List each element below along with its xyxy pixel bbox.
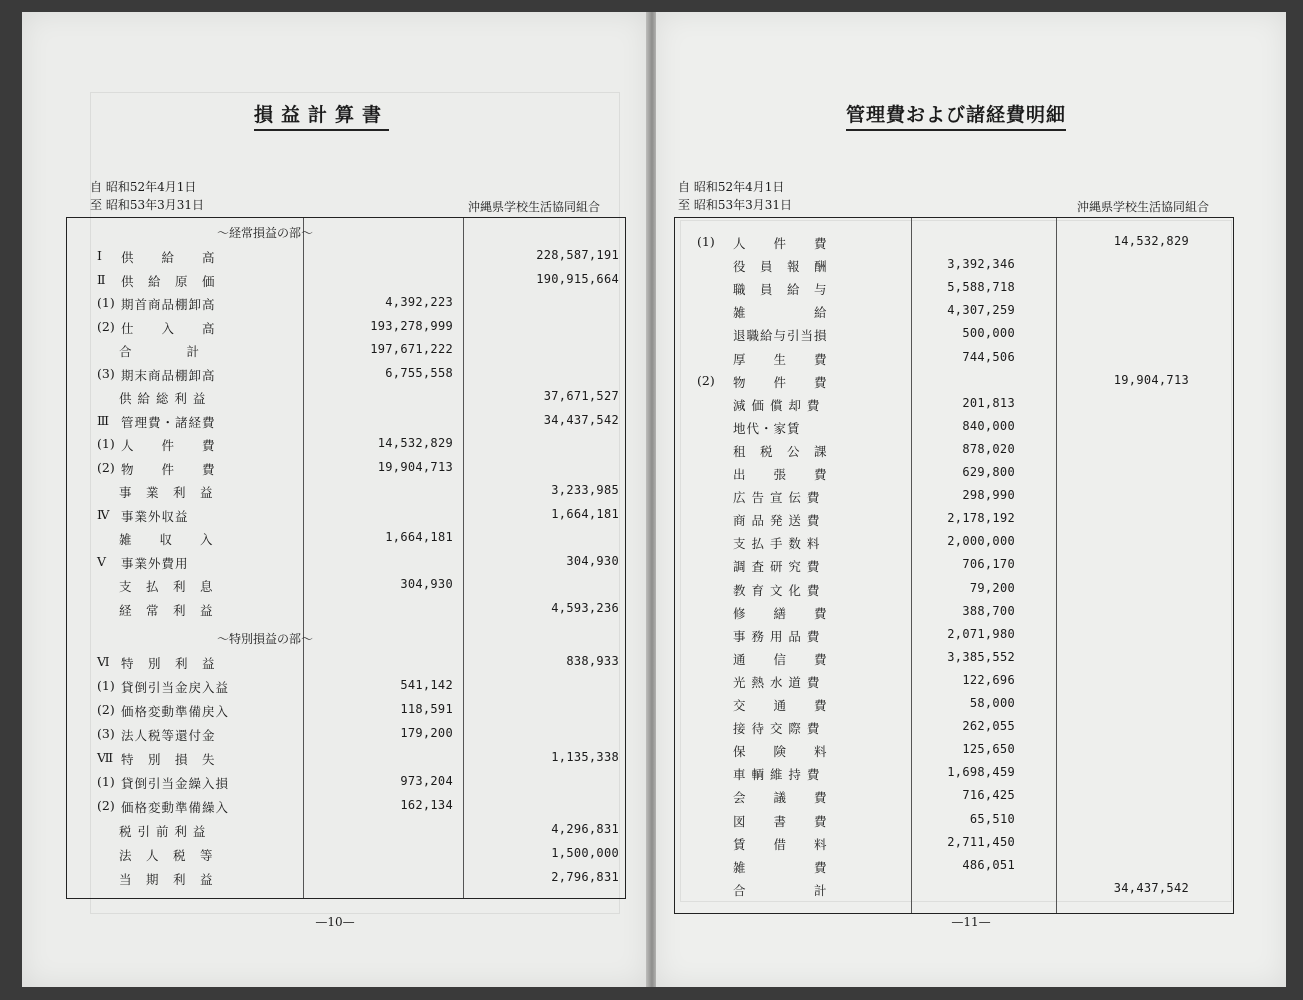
row-label: 賃 借 料 [733,836,828,852]
amount-detail: 5,588,718 [947,280,1015,295]
row-label: 図 書 費 [733,813,828,829]
row-label: 管理費・諸経費 [121,414,216,430]
row-label: 支 払 手 数 料 [733,536,821,552]
amount-total: 2,796,831 [551,870,619,884]
table-row [67,457,625,479]
table-row [67,551,625,573]
amount-total: 37,671,527 [543,389,619,403]
table-row [67,651,625,673]
row-label: 職 員 給 与 [733,282,828,298]
table-row [675,739,1233,761]
row-number: Ⅲ [97,412,110,428]
row-number: Ⅴ [97,553,107,569]
amount-detail: 3,392,346 [947,257,1015,272]
table-row [675,855,1233,877]
row-label: 供 給 総 利 益 [119,391,207,406]
row-label: 役 員 報 酬 [733,259,828,275]
table-row [675,485,1233,507]
table-row [675,277,1233,299]
amount-detail: 1,698,459 [947,765,1015,780]
row-label: 退職給与引当損 [733,328,828,344]
table-row [67,363,625,385]
amount-detail: 878,020 [962,441,1015,456]
page-number: —11— [951,915,991,929]
row-number: (3) [97,365,115,381]
row-label: 地代・家賃 [733,420,801,436]
page-title: 管理費および諸経費明細 [846,100,1066,131]
amount-detail: 79,200 [969,580,1015,595]
row-label: 接 待 交 際 費 [733,721,821,737]
amount-total: 14,532,829 [1113,234,1189,248]
row-label: 車 輌 維 持 費 [733,767,821,783]
amount-detail: 162,134 [400,798,453,812]
table-row [675,554,1233,576]
row-label: 合 計 [733,882,828,898]
amount-detail: 500,000 [962,326,1015,341]
row-label: 支 払 利 息 [119,579,214,594]
expense-detail-table [674,217,1234,914]
row-label: 教 育 文 化 費 [733,582,821,598]
amount-detail: 629,800 [962,465,1015,479]
row-number: (3) [97,726,115,741]
amount-detail: 19,904,713 [377,459,453,474]
table-row [67,433,625,455]
table-row [675,231,1233,253]
row-label: 当 期 利 益 [119,872,214,887]
table-row [67,598,625,620]
amount-total: 228,587,191 [536,248,619,262]
amount-total: 1,664,181 [551,506,619,521]
row-number: (1) [97,295,115,310]
amount-detail: 122,696 [962,672,1015,687]
table-row [675,624,1233,646]
row-label: 修 繕 費 [733,605,828,621]
row-label: 商 品 発 送 費 [733,513,821,529]
table-row [675,578,1233,600]
table-row [675,370,1233,392]
row-number: (2) [97,702,115,717]
amount-total: 304,930 [566,553,619,568]
amount-detail: 3,385,552 [947,649,1015,664]
period-from: 自 昭和52年4月1日 [90,180,197,194]
amount-total: 19,904,713 [1113,372,1189,387]
row-number: Ⅵ [97,654,110,669]
amount-detail: 197,671,222 [370,342,453,356]
table-row [67,675,625,697]
row-number: (2) [97,318,115,334]
table-row [67,771,625,793]
amount-detail: 716,425 [962,788,1015,803]
page-number: —10— [315,915,355,929]
row-number: (1) [97,774,115,789]
row-label: 減 価 償 却 費 [733,397,821,413]
row-label: 事業外収益 [121,508,189,524]
amount-detail: 2,000,000 [947,534,1015,549]
row-label: 供 給 原 価 [121,273,216,289]
table-row [67,480,625,502]
row-label: 事 務 用 品 費 [733,628,821,644]
table-row [675,531,1233,553]
row-number: Ⅶ [97,750,114,765]
row-label: 経 常 利 益 [119,602,214,618]
row-label: 期首商品棚卸高 [121,297,216,312]
row-label: 価格変動準備繰入 [121,800,230,815]
amount-total: 1,500,000 [551,846,619,860]
table-row [67,723,625,745]
amount-detail: 14,532,829 [377,436,453,450]
income-statement-table [66,217,626,899]
left-page [22,12,648,987]
row-label: 貸倒引当金繰入損 [121,776,230,791]
amount-detail: 388,700 [962,603,1015,618]
row-label: 人 件 費 [121,438,216,453]
table-row [67,245,625,267]
organization-name: 沖縄県学校生活協同組合 [468,200,601,214]
table-row [675,323,1233,345]
amount-detail: 2,178,192 [947,511,1015,526]
row-label: 物 件 費 [121,461,216,477]
row-label: 特 別 損 失 [121,752,216,767]
table-row [67,574,625,596]
row-label: 仕 入 高 [121,320,216,336]
table-row [67,819,625,841]
row-number: Ⅱ [97,271,106,287]
table-row [67,410,625,432]
amount-total: 4,593,236 [551,600,619,615]
table-row [675,347,1233,369]
table-row [67,747,625,769]
period-from: 自 昭和52年4月1日 [678,180,785,194]
table-row [675,670,1233,692]
row-number: (2) [697,372,715,388]
amount-detail: 262,055 [962,719,1015,734]
section-header-special: ～特別損益の部～ [216,632,313,646]
table-row [675,832,1233,854]
row-label: 保 険 料 [733,744,828,760]
row-number: (1) [697,234,715,249]
row-label: 人 件 費 [733,236,828,251]
table-row [67,269,625,291]
amount-total: 3,233,985 [551,483,619,497]
row-label: 物 件 費 [733,374,828,390]
period-to: 至 昭和53年3月31日 [90,198,204,212]
amount-detail: 541,142 [400,678,453,692]
table-row [675,462,1233,484]
table-row [675,416,1233,438]
row-label: 法 人 税 等 [119,848,214,863]
row-label: 合 計 [119,344,201,359]
table-row [67,867,625,889]
row-label: 通 信 費 [733,651,828,667]
table-row [67,339,625,361]
table-row [675,601,1233,623]
row-label: 税 引 前 利 益 [119,824,207,839]
organization-name: 沖縄県学校生活協同組合 [1077,200,1210,214]
row-label: 租 税 公 課 [733,443,828,459]
amount-total: 4,296,831 [551,822,619,836]
amount-detail: 179,200 [400,726,453,740]
table-row [67,699,625,721]
amount-detail: 201,813 [962,395,1015,410]
amount-detail: 298,990 [962,488,1015,503]
row-label: 雑 収 入 [119,532,214,547]
row-number: (1) [97,678,115,693]
amount-detail: 58,000 [969,696,1015,710]
row-number: Ⅳ [97,506,110,522]
amount-total: 838,933 [566,654,619,668]
table-row [675,878,1233,900]
table-row [67,504,625,526]
table-row [675,393,1233,415]
amount-detail: 6,755,558 [385,365,453,380]
table-row [67,292,625,314]
table-row [67,527,625,549]
amount-detail: 304,930 [400,577,453,591]
table-row [675,254,1233,276]
row-label: 事業外費用 [121,555,189,571]
table-row [675,809,1233,831]
table-row [675,300,1233,322]
amount-detail: 744,506 [962,349,1015,364]
row-label: 厚 生 費 [733,351,828,367]
amount-detail: 193,278,999 [370,318,453,333]
amount-detail: 1,664,181 [385,530,453,544]
row-label: 調 査 研 究 費 [733,559,821,575]
row-label: 雑 給 [733,305,828,321]
table-row [675,716,1233,738]
amount-total: 34,437,542 [1113,880,1189,895]
row-label: 貸倒引当金戻入益 [121,680,230,695]
table-row [675,647,1233,669]
row-number: (2) [97,798,115,813]
table-row [67,386,625,408]
row-number: (2) [97,459,115,475]
table-row [675,439,1233,461]
amount-detail: 4,392,223 [385,295,453,309]
right-page [656,12,1286,987]
row-number: Ⅰ [97,248,102,263]
row-label: 広 告 宣 伝 費 [733,490,821,506]
table-row [67,843,625,865]
row-label: 供 給 高 [121,250,216,265]
row-label: 出 張 費 [733,467,828,482]
table-row [67,316,625,338]
table-row [675,508,1233,530]
amount-detail: 2,071,980 [947,626,1015,641]
amount-detail: 840,000 [962,418,1015,433]
row-label: 事 業 利 益 [119,485,214,500]
amount-detail: 706,170 [962,557,1015,572]
table-row [675,762,1233,784]
row-label: 法人税等還付金 [121,728,216,743]
period-to: 至 昭和53年3月31日 [678,198,792,212]
section-header-ordinary: ～経常損益の部～ [216,226,313,240]
row-label: 価格変動準備戻入 [121,704,230,719]
table-row [675,785,1233,807]
row-label: 雑 費 [733,859,828,875]
row-label: 特 別 利 益 [121,656,216,671]
row-label: 交 通 費 [733,698,828,713]
amount-detail: 4,307,259 [947,303,1015,318]
amount-total: 34,437,542 [543,412,619,427]
amount-detail: 118,591 [400,702,453,716]
amount-total: 1,135,338 [551,750,619,764]
row-number: (1) [97,436,115,451]
amount-detail: 486,051 [962,857,1015,872]
amount-detail: 125,650 [962,742,1015,757]
table-row [675,693,1233,715]
amount-detail: 2,711,450 [947,834,1015,849]
table-row [67,795,625,817]
row-label: 会 議 費 [733,790,828,806]
amount-detail: 65,510 [969,811,1015,826]
row-label: 光 熱 水 道 費 [733,674,821,690]
amount-detail: 973,204 [400,774,453,788]
amount-total: 190,915,664 [536,271,619,286]
row-label: 期末商品棚卸高 [121,367,216,383]
page-title: 損益計算書 [254,100,389,131]
